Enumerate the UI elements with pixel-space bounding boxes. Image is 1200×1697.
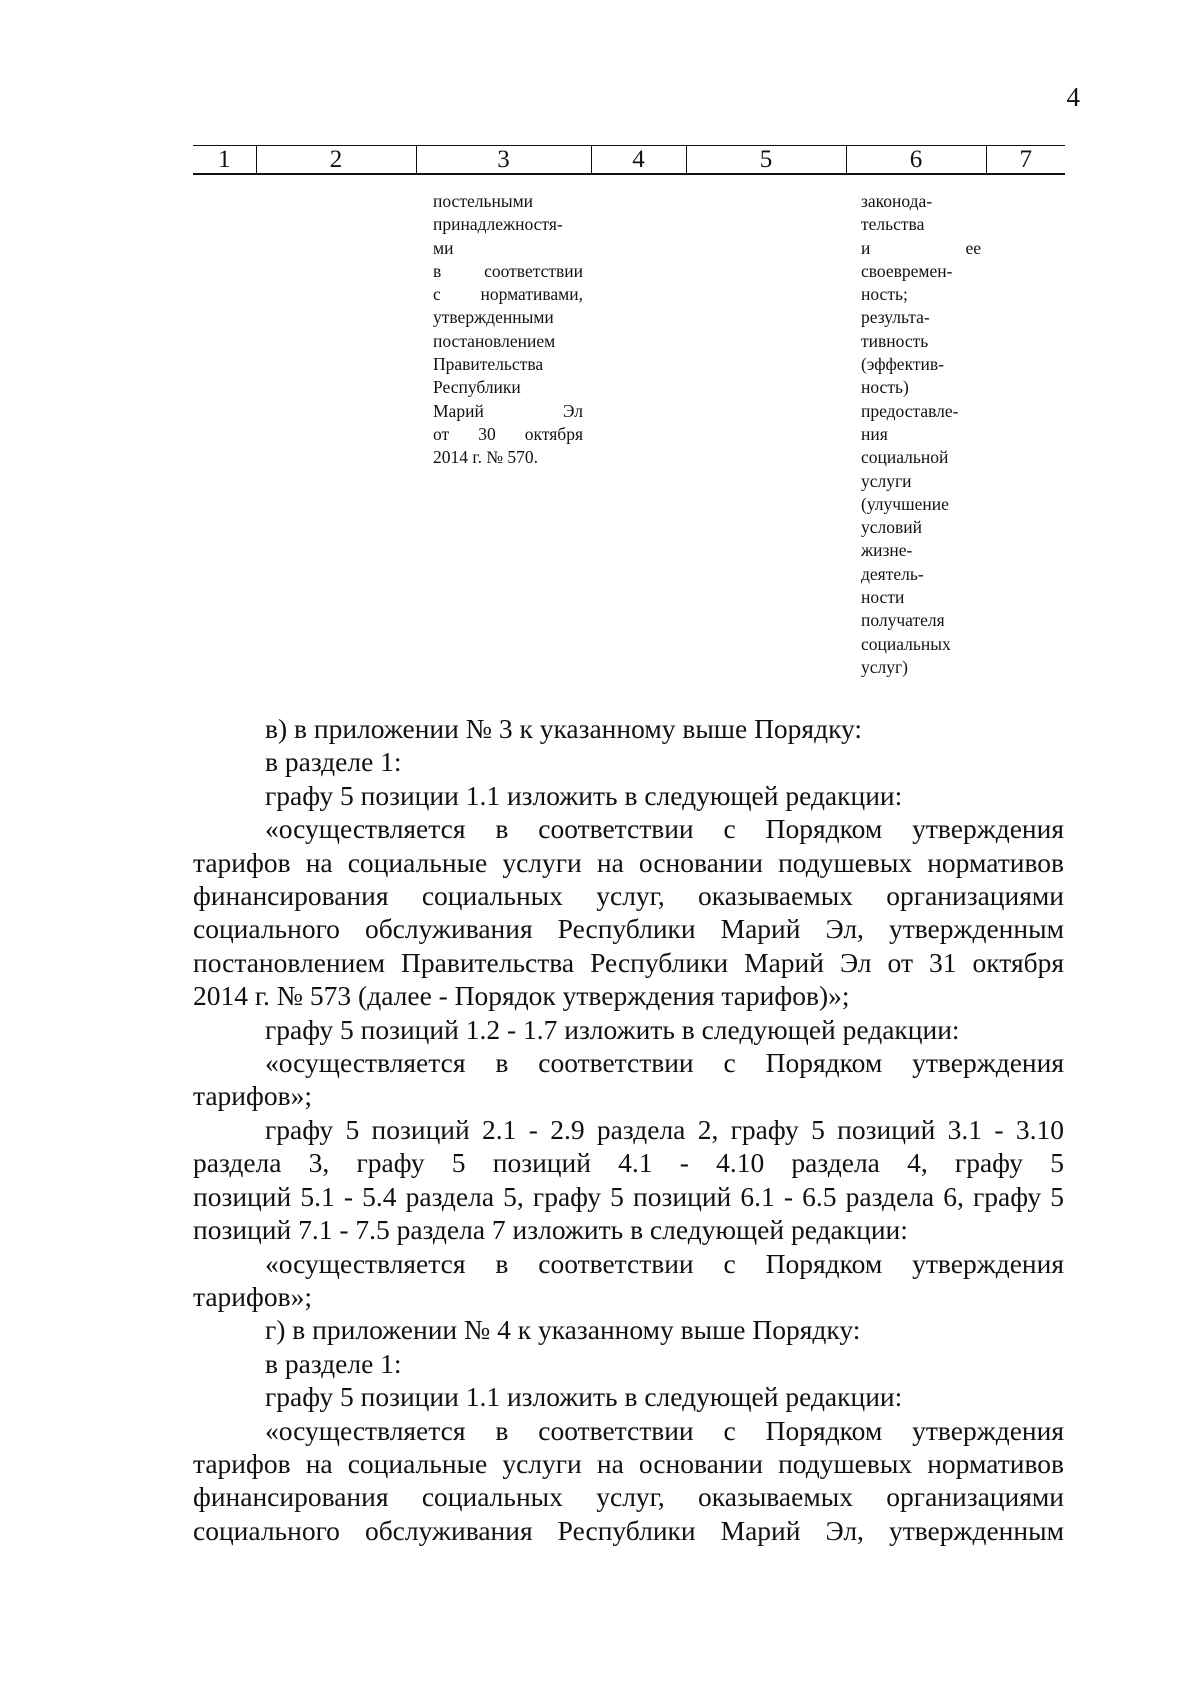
body-line: тарифов»;	[193, 1280, 312, 1312]
body-line: тарифов на социальные услуги на основании подушевых нормативов	[193, 846, 1064, 878]
cell-line: утвержденными	[433, 307, 554, 328]
cell-line: тельства	[861, 214, 925, 235]
body-line: «осуществляется в соответствии с Порядком утверждения	[265, 1247, 1064, 1279]
column-number-5: 5	[686, 146, 846, 175]
body-line: графу 5 позиции 1.1 изложить в следующей редакции:	[265, 1381, 903, 1413]
body-line: тарифов на социальные услуги на основании подушевых нормативов	[193, 1447, 1064, 1479]
body-line: социального обслуживания Республики Марий Эл, утвержденным	[193, 1514, 1064, 1546]
cell-line: услуг)	[861, 656, 909, 677]
cell-line: тивность	[861, 330, 929, 351]
cell-line: ность;	[861, 284, 908, 305]
body-line: в разделе 1:	[265, 1347, 402, 1379]
body-line: графу 5 позиций 2.1 - 2.9 раздела 2, графу 5 позиций 3.1 - 3.10	[265, 1113, 1064, 1145]
table-header-row	[193, 145, 1065, 175]
cell-line: Правительства	[433, 354, 544, 375]
cell-line: принадлежностя-	[433, 214, 563, 235]
body-line: финансирования социальных услуг, оказываемых организациями	[193, 880, 1064, 912]
cell-line: Республики	[433, 377, 521, 398]
cell-line: от 30 октября	[433, 423, 583, 444]
body-line: тарифов»;	[193, 1080, 312, 1112]
cell-line: деятель-	[861, 563, 924, 584]
cell-line: социальных	[861, 633, 951, 654]
body-line: графу 5 позиции 1.1 изложить в следующей редакции:	[265, 779, 903, 811]
body-line: 2014 г. № 573 (далее - Порядок утверждения тарифов)»;	[193, 980, 850, 1012]
cell-line: законода-	[861, 191, 933, 211]
cell-line: и ее	[861, 237, 981, 258]
body-line: в) в приложении № 3 к указанному выше Порядку:	[265, 713, 863, 744]
page-number: 4	[1066, 82, 1080, 112]
cell-line: предоставле-	[861, 400, 959, 421]
cell-line: жизне-	[861, 540, 913, 561]
column-number-4: 4	[591, 146, 686, 175]
column-number-2: 2	[256, 146, 416, 175]
cell-line: ния	[861, 423, 888, 444]
column-number-7: 7	[986, 146, 1065, 175]
body-line: постановлением Правительства Республики Марий Эл от 31 октября	[193, 946, 1064, 978]
body-line: в разделе 1:	[265, 746, 402, 778]
column-number-6: 6	[846, 146, 986, 175]
cell-line: постановлением	[433, 330, 556, 351]
body-line: «осуществляется в соответствии с Порядком утверждения	[265, 1414, 1064, 1446]
body-line: раздела 3, графу 5 позиций 4.1 - 4.10 раздела 4, графу 5	[193, 1147, 1064, 1179]
table-cell-column-6	[861, 190, 981, 679]
cell-line: Марий Эл	[433, 400, 583, 421]
cell-line: ми	[433, 237, 454, 258]
column-number-1: 1	[193, 146, 256, 175]
cell-line: (эффектив-	[861, 354, 944, 375]
body-line: позиций 5.1 - 5.4 раздела 5, графу 5 позиций 6.1 - 6.5 раздела 6, графу 5	[193, 1180, 1064, 1212]
body-line: позиций 7.1 - 7.5 раздела 7 изложить в следующей редакции:	[193, 1214, 908, 1246]
cell-line: постельными	[433, 191, 534, 211]
cell-line: своевремен-	[861, 260, 953, 281]
cell-line: социальной	[861, 447, 949, 468]
body-line: финансирования социальных услуг, оказываемых организациями	[193, 1481, 1064, 1513]
column-number-3: 3	[416, 146, 591, 175]
cell-line: услуги	[861, 470, 912, 491]
cell-line: ности	[861, 587, 905, 608]
cell-line: условий	[861, 517, 922, 538]
document-body	[193, 712, 1064, 1547]
cell-line: в соответствии	[433, 260, 583, 281]
cell-line: 2014 г. № 570.	[433, 447, 539, 468]
cell-line: (улучшение	[861, 493, 949, 514]
body-line: «осуществляется в соответствии с Порядком утверждения	[265, 813, 1064, 845]
cell-line: ность)	[861, 377, 909, 398]
body-line: социального обслуживания Республики Марий Эл, утвержденным	[193, 913, 1064, 945]
table-cell-column-3	[433, 190, 583, 470]
body-line: «осуществляется в соответствии с Порядком утверждения	[265, 1047, 1064, 1079]
cell-line: с нормативами,	[433, 284, 583, 305]
cell-line: получателя	[861, 610, 945, 631]
body-line: г) в приложении № 4 к указанному выше Порядку:	[265, 1314, 861, 1346]
body-line: графу 5 позиций 1.2 - 1.7 изложить в следующей редакции:	[265, 1013, 960, 1045]
cell-line: результа-	[861, 307, 930, 328]
